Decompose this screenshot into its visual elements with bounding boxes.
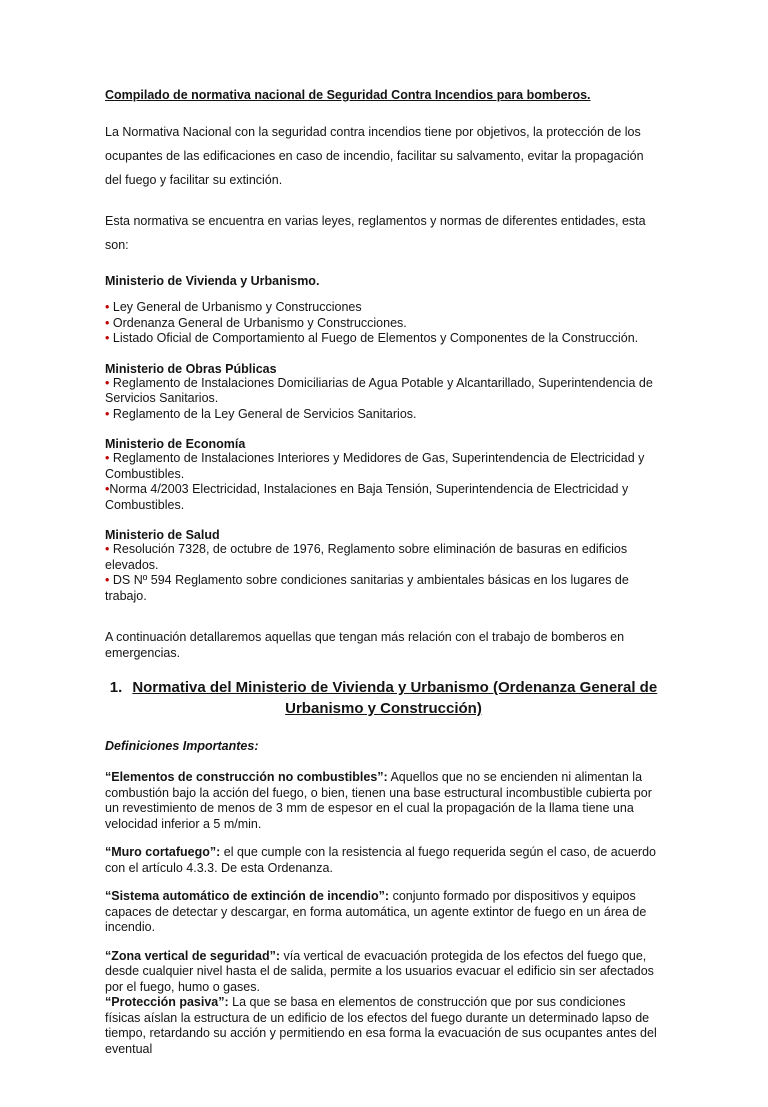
definition-text: conjunto formado por dispositivos y equipos capaces de detectar y descargar, en forma automática, un agente extintor de fuego en un área de incendio. bbox=[105, 889, 647, 934]
definition-text: La que se basa en elementos de construcción que por sus condiciones físicas aíslan la estructura de un edificio de los efectos del fuego durante un determinado lapso de tiempo, retardando su acción y permitiendo en esa forma la evacuación de sus ocupantes antes del eventual bbox=[105, 995, 657, 1056]
list-item bbox=[105, 407, 662, 423]
definition-term: “Sistema automático de extinción de incendio”: bbox=[105, 889, 390, 903]
definition-term: “Zona vertical de seguridad”: bbox=[105, 948, 281, 963]
section-ministerio-obras-publicas bbox=[105, 362, 662, 423]
intro-paragraph-1: La Normativa Nacional con la seguridad contra incendios tiene por objetivos, la protección de los ocupantes de las edificaciones en caso de incendio, facilitar su salvamento, evitar la propagación del fuego y facilitar su extinción. bbox=[105, 125, 644, 187]
list-item-text: Reglamento de la Ley General de Servicios Sanitarios. bbox=[109, 406, 417, 421]
list-item-text: DS Nº 594 Reglamento sobre condiciones sanitarias y ambientales básicas en los lugares de trabajo. bbox=[105, 573, 629, 603]
list-item-text: Ordenanza General de Urbanismo y Construcciones. bbox=[109, 315, 407, 330]
list-item bbox=[105, 542, 662, 573]
ministry-vivienda-heading: Ministerio de Vivienda y Urbanismo. bbox=[105, 274, 320, 288]
heading-number: 1. bbox=[109, 679, 123, 696]
list-item-text: Norma 4/2003 Electricidad, Instalaciones en Baja Tensión, Superintendencia de Electricidad y Combustibles. bbox=[105, 482, 629, 512]
definition-text: el que cumple con la resistencia al fuego requerida según el caso, de acuerdo con el artículo 4.3.3. De esta Ordenanza. bbox=[105, 845, 656, 875]
doc-title: Compilado de normativa nacional de Seguridad Contra Incendios para bomberos. bbox=[105, 88, 591, 102]
definition-zona-vertical-seguridad bbox=[105, 949, 662, 996]
bullet-icon: • bbox=[105, 406, 110, 421]
section-ministerio-salud bbox=[105, 528, 662, 604]
definition-sistema-automatico-extincion bbox=[105, 889, 662, 936]
list-item bbox=[105, 331, 662, 347]
list-item bbox=[105, 300, 662, 316]
list-item bbox=[105, 573, 662, 604]
main-heading bbox=[105, 677, 662, 719]
ministry-salud-heading: Ministerio de Salud bbox=[105, 528, 220, 542]
list-item-text: Reglamento de Instalaciones Interiores y Medidores de Gas, Superintendencia de Electricidad y Combustibles. bbox=[105, 451, 645, 481]
list-item-text: Resolución 7328, de octubre de 1976, Reglamento sobre eliminación de basuras en edificios elevados. bbox=[105, 542, 628, 572]
heading-text: Normativa del Ministerio de Vivienda y Urbanismo (Ordenanza General de Urbanismo y Construcción) bbox=[132, 679, 658, 717]
definition-term: “Muro cortafuego”: bbox=[105, 845, 221, 859]
bullet-icon: • bbox=[105, 542, 110, 556]
ministry-economia-heading: Ministerio de Economía bbox=[105, 437, 246, 451]
list-item-text: Reglamento de Instalaciones Domiciliarias de Agua Potable y Alcantarillado, Superintendencia de Servicios Sanitarios. bbox=[105, 375, 653, 405]
list-item bbox=[105, 451, 662, 482]
definition-text: vía vertical de evacuación protegida de los efectos del fuego que, desde cualquier nivel hasta el de salida, permite a los usuarios evacuar el edificio sin ser afectados por el fuego, humo o gases. bbox=[105, 948, 654, 994]
bullet-icon: • bbox=[105, 315, 110, 330]
bullet-icon: • bbox=[105, 331, 110, 345]
definition-muro-cortafuego bbox=[105, 845, 662, 876]
list-item bbox=[105, 376, 662, 407]
list-item bbox=[105, 316, 662, 332]
transition-paragraph: A continuación detallaremos aquellas que tengan más relación con el trabajo de bomberos en emergencias. bbox=[105, 630, 625, 660]
section-ministerio-economia bbox=[105, 437, 662, 513]
section-ministerio-vivienda bbox=[105, 274, 662, 347]
definition-elementos-no-combustibles bbox=[105, 770, 662, 832]
definition-text: Aquellos que no se encienden ni alimentan la combustión bajo la acción del fuego, o bien, tienen una base estructural incombustible cubierta por un revestimiento de menos de 3 mm de espesor en el cual la propagación de la llama tiene una velocidad inferior a 5 m/min. bbox=[105, 770, 652, 831]
bullet-icon: • bbox=[105, 482, 110, 496]
bullet-icon: • bbox=[105, 573, 110, 587]
definition-proteccion-pasiva bbox=[105, 995, 662, 1057]
bullet-icon: • bbox=[105, 300, 110, 314]
list-item-text: Ley General de Urbanismo y Construcciones bbox=[109, 300, 362, 314]
definition-term: “Elementos de construcción no combustibles”: bbox=[105, 770, 388, 784]
list-item bbox=[105, 482, 662, 513]
definition-term: “Protección pasiva”: bbox=[105, 995, 229, 1009]
bullet-icon: • bbox=[105, 451, 110, 465]
list-item-text: Listado Oficial de Comportamiento al Fuego de Elementos y Componentes de la Construcción. bbox=[109, 331, 639, 345]
intro-paragraph-2: Esta normativa se encuentra en varias leyes, reglamentos y normas de diferentes entidades, esta son: bbox=[105, 214, 646, 252]
ministry-obras-heading: Ministerio de Obras Públicas bbox=[105, 361, 277, 376]
definitions-label: Definiciones Importantes: bbox=[105, 739, 259, 753]
bullet-icon: • bbox=[105, 375, 110, 390]
